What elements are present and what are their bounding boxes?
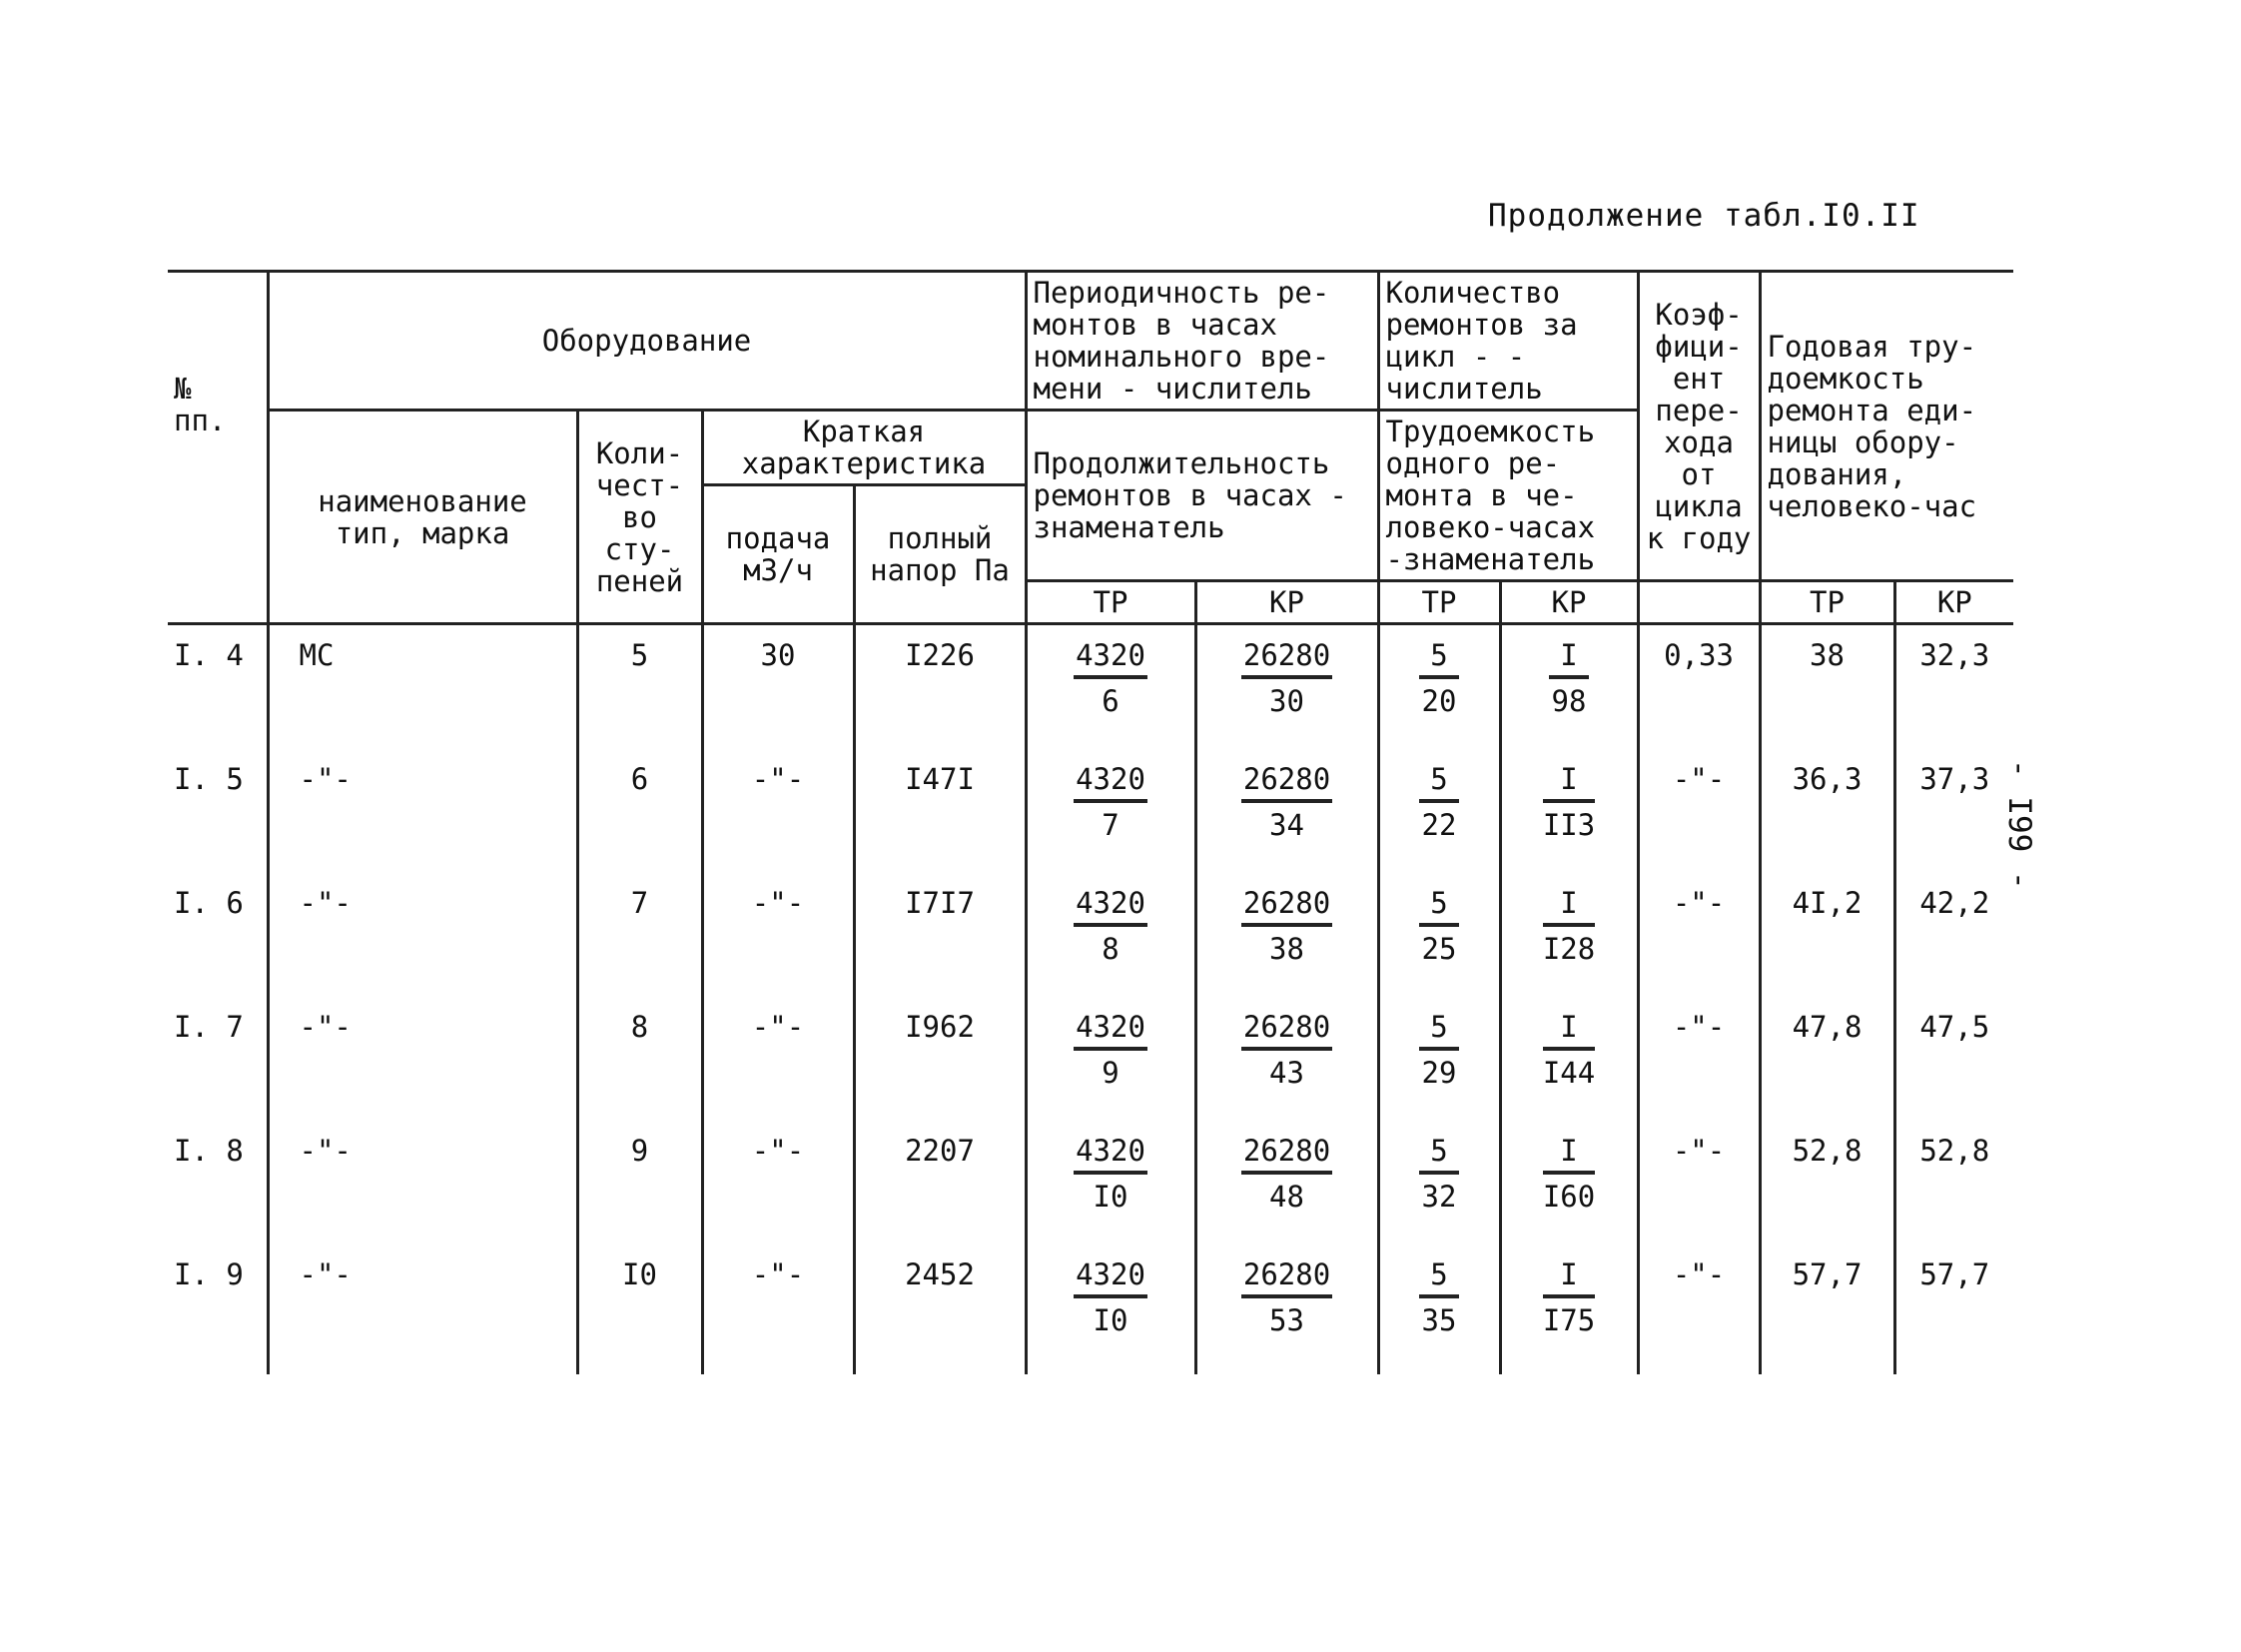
header-annual-kr: КР — [1894, 581, 2013, 624]
fraction-numerator: 5 — [1430, 1010, 1448, 1044]
cell-feed: -"- — [702, 1250, 854, 1374]
cell-annual-kr: 42,2 — [1894, 879, 2013, 1003]
cell-per-kr-fraction — [1195, 879, 1378, 1003]
fraction-denominator: 9 — [1102, 1056, 1120, 1090]
cell-feed: 30 — [702, 624, 854, 756]
fraction-numerator: 26280 — [1242, 1134, 1331, 1168]
cell-per-kr-fraction — [1195, 1003, 1378, 1127]
fraction-numerator: 5 — [1430, 762, 1448, 796]
fraction-denominator: 25 — [1421, 932, 1457, 966]
fraction-numerator: 4320 — [1076, 1010, 1145, 1044]
fraction — [1419, 763, 1459, 841]
cell-head: 2452 — [854, 1250, 1026, 1374]
cell-stages: 5 — [577, 624, 702, 756]
cell-cnt-tr-fraction — [1378, 879, 1500, 1003]
fraction-denominator: 53 — [1269, 1303, 1304, 1337]
fraction-numerator: 4320 — [1076, 762, 1145, 796]
cell-coefficient: -"- — [1638, 1250, 1760, 1374]
cell-name: -"- — [268, 1250, 577, 1374]
fraction-denominator: I44 — [1542, 1056, 1596, 1090]
cell-coefficient: -"- — [1638, 879, 1760, 1003]
cell-cnt-kr-fraction — [1500, 1127, 1638, 1250]
fraction-denominator: 6 — [1102, 684, 1120, 718]
cell-head: I962 — [854, 1003, 1026, 1127]
cell-coefficient: 0,33 — [1638, 624, 1760, 756]
cell-name: МС — [268, 624, 577, 756]
fraction-denominator: 34 — [1269, 808, 1304, 842]
fraction-numerator: 26280 — [1242, 886, 1331, 920]
fraction-denominator: 30 — [1269, 684, 1304, 718]
fraction-denominator: I75 — [1542, 1303, 1596, 1337]
header-per-tr: ТР — [1026, 581, 1195, 624]
fraction-denominator: 32 — [1421, 1180, 1457, 1214]
fraction-denominator: I0 — [1093, 1303, 1128, 1337]
fraction-numerator: 4320 — [1076, 1134, 1145, 1168]
cell-feed: -"- — [702, 1003, 854, 1127]
cell-stages: 7 — [577, 879, 702, 1003]
table-row — [168, 1250, 2013, 1374]
fraction-numerator: 5 — [1430, 1257, 1448, 1291]
cell-cnt-tr-fraction — [1378, 624, 1500, 756]
table-row — [168, 879, 2013, 1003]
cell-stages: I0 — [577, 1250, 702, 1374]
cell-row-number: I. 7 — [168, 1003, 268, 1127]
cell-cnt-tr-fraction — [1378, 1250, 1500, 1374]
header-brief: Краткая характеристика — [702, 411, 1026, 485]
header-annual-tr: ТР — [1760, 581, 1894, 624]
fraction — [1543, 763, 1595, 841]
header-cnt-kr: КР — [1500, 581, 1638, 624]
cell-feed: -"- — [702, 1127, 854, 1250]
cell-per-tr-fraction — [1026, 1127, 1195, 1250]
fraction-numerator: I — [1560, 1134, 1578, 1168]
fraction — [1074, 1135, 1147, 1213]
cell-coefficient: -"- — [1638, 1003, 1760, 1127]
fraction-denominator: 20 — [1421, 684, 1457, 718]
table-row — [168, 1127, 2013, 1250]
table-body — [168, 624, 2013, 1375]
cell-per-tr-fraction — [1026, 879, 1195, 1003]
cell-cnt-kr-fraction — [1500, 1003, 1638, 1127]
fraction — [1241, 1135, 1332, 1213]
fraction-numerator: 26280 — [1242, 1010, 1331, 1044]
cell-stages: 8 — [577, 1003, 702, 1127]
cell-annual-kr: 52,8 — [1894, 1127, 2013, 1250]
cell-annual-tr: 57,7 — [1760, 1250, 1894, 1374]
fraction — [1241, 1258, 1332, 1336]
header-annual-labor: Годовая тру-доемкость ремонта еди-ницы обору-дования, человеко-час — [1760, 272, 2013, 581]
fraction-numerator: I — [1560, 638, 1578, 672]
header-no: № пп. — [168, 272, 268, 624]
page-number: - I99 - — [2001, 759, 2037, 890]
fraction-denominator: 29 — [1421, 1056, 1457, 1090]
cell-per-kr-fraction — [1195, 755, 1378, 879]
fraction — [1241, 1011, 1332, 1089]
cell-annual-tr: 47,8 — [1760, 1003, 1894, 1127]
fraction-numerator: 26280 — [1242, 638, 1331, 672]
fraction-denominator: 35 — [1421, 1303, 1457, 1337]
cell-head: I226 — [854, 624, 1026, 756]
cell-name: -"- — [268, 755, 577, 879]
fraction-numerator: 4320 — [1076, 638, 1145, 672]
table-row — [168, 1003, 2013, 1127]
fraction-denominator: 22 — [1421, 808, 1457, 842]
header-name: наименование — [318, 483, 527, 518]
fraction — [1074, 887, 1147, 965]
fraction-numerator: 5 — [1430, 886, 1448, 920]
cell-stages: 9 — [577, 1127, 702, 1250]
fraction-denominator: I28 — [1542, 932, 1596, 966]
cell-head: 2207 — [854, 1127, 1026, 1250]
cell-coefficient: -"- — [1638, 755, 1760, 879]
maintenance-table — [168, 270, 2013, 1374]
fraction — [1549, 639, 1589, 717]
cell-name: -"- — [268, 1003, 577, 1127]
cell-cnt-tr-fraction — [1378, 755, 1500, 879]
fraction — [1074, 1011, 1147, 1089]
cell-row-number: I. 4 — [168, 624, 268, 756]
cell-per-tr-fraction — [1026, 624, 1195, 756]
fraction — [1543, 1258, 1595, 1336]
cell-annual-kr: 47,5 — [1894, 1003, 2013, 1127]
cell-head: I7I7 — [854, 879, 1026, 1003]
cell-row-number: I. 6 — [168, 879, 268, 1003]
cell-annual-tr: 36,3 — [1760, 755, 1894, 879]
header-cnt-tr: ТР — [1378, 581, 1500, 624]
cell-per-kr-fraction — [1195, 1250, 1378, 1374]
fraction — [1074, 763, 1147, 841]
cell-name: -"- — [268, 1127, 577, 1250]
fraction — [1543, 1135, 1595, 1213]
header-periodicity: Периодичность ре-монтов в часах номинального вре-мени - числитель — [1026, 272, 1378, 411]
header-name-type — [268, 411, 577, 624]
header-equipment: Оборудование — [268, 272, 1026, 411]
cell-row-number: I. 9 — [168, 1250, 268, 1374]
table-continuation-title: Продолжение табл.I0.II — [1488, 198, 1920, 234]
fraction-denominator: 98 — [1551, 684, 1587, 718]
cell-cnt-tr-fraction — [1378, 1127, 1500, 1250]
cell-row-number: I. 8 — [168, 1127, 268, 1250]
cell-stages: 6 — [577, 755, 702, 879]
cell-head: I47I — [854, 755, 1026, 879]
fraction — [1543, 1011, 1595, 1089]
fraction-numerator: 5 — [1430, 1134, 1448, 1168]
cell-cnt-kr-fraction — [1500, 624, 1638, 756]
fraction — [1241, 639, 1332, 717]
fraction-numerator: 26280 — [1242, 1257, 1331, 1291]
header-feed: подача м3/ч — [702, 485, 854, 624]
cell-row-number: I. 5 — [168, 755, 268, 879]
cell-annual-tr: 38 — [1760, 624, 1894, 756]
cell-per-tr-fraction — [1026, 1003, 1195, 1127]
fraction — [1419, 887, 1459, 965]
fraction-numerator: I — [1560, 886, 1578, 920]
fraction-denominator: II3 — [1542, 808, 1596, 842]
fraction — [1419, 1011, 1459, 1089]
cell-annual-tr: 4I,2 — [1760, 879, 1894, 1003]
table-row — [168, 755, 2013, 879]
fraction-denominator: I0 — [1093, 1180, 1128, 1214]
cell-per-tr-fraction — [1026, 755, 1195, 879]
cell-cnt-tr-fraction — [1378, 1003, 1500, 1127]
header-type: тип, марка — [335, 515, 510, 550]
header-head: полный напор Па — [854, 485, 1026, 624]
header-per-kr: КР — [1195, 581, 1378, 624]
cell-annual-kr: 37,3 — [1894, 755, 2013, 879]
cell-feed: -"- — [702, 879, 854, 1003]
cell-cnt-kr-fraction — [1500, 1250, 1638, 1374]
header-count: Количество ремонтов за цикл - - числитель — [1378, 272, 1638, 411]
fraction-numerator: I — [1560, 1257, 1578, 1291]
cell-annual-tr: 52,8 — [1760, 1127, 1894, 1250]
cell-annual-kr: 32,3 — [1894, 624, 2013, 756]
cell-per-kr-fraction — [1195, 1127, 1378, 1250]
fraction-numerator: 4320 — [1076, 1257, 1145, 1291]
header-duration: Продолжительность ремонтов в часах - знаменатель — [1026, 411, 1378, 581]
fraction — [1241, 887, 1332, 965]
fraction — [1241, 763, 1332, 841]
cell-name: -"- — [268, 879, 577, 1003]
fraction — [1419, 639, 1459, 717]
fraction-numerator: 5 — [1430, 638, 1448, 672]
header-labor-one: Трудоемкость одного ре-монта в че-ловеко-часах -знаменатель — [1378, 411, 1638, 581]
fraction-denominator: I60 — [1542, 1180, 1596, 1214]
fraction — [1074, 1258, 1147, 1336]
cell-coefficient: -"- — [1638, 1127, 1760, 1250]
cell-per-tr-fraction — [1026, 1250, 1195, 1374]
fraction — [1543, 887, 1595, 965]
fraction-numerator: 4320 — [1076, 886, 1145, 920]
header-coef-blank — [1638, 581, 1760, 624]
fraction-numerator: 26280 — [1242, 762, 1331, 796]
header-coefficient: Коэф-фици-ент пере-хода от цикла к году — [1638, 272, 1760, 581]
fraction — [1419, 1258, 1459, 1336]
table-row — [168, 624, 2013, 756]
cell-annual-kr: 57,7 — [1894, 1250, 2013, 1374]
fraction — [1074, 639, 1147, 717]
fraction-denominator: 38 — [1269, 932, 1304, 966]
cell-cnt-kr-fraction — [1500, 755, 1638, 879]
header-stages: Коли-чест-во сту-пеней — [577, 411, 702, 624]
cell-cnt-kr-fraction — [1500, 879, 1638, 1003]
fraction-numerator: I — [1560, 762, 1578, 796]
fraction — [1419, 1135, 1459, 1213]
cell-per-kr-fraction — [1195, 624, 1378, 756]
cell-feed: -"- — [702, 755, 854, 879]
fraction-denominator: 43 — [1269, 1056, 1304, 1090]
fraction-numerator: I — [1560, 1010, 1578, 1044]
fraction-denominator: 48 — [1269, 1180, 1304, 1214]
fraction-denominator: 7 — [1102, 808, 1120, 842]
fraction-denominator: 8 — [1102, 932, 1120, 966]
